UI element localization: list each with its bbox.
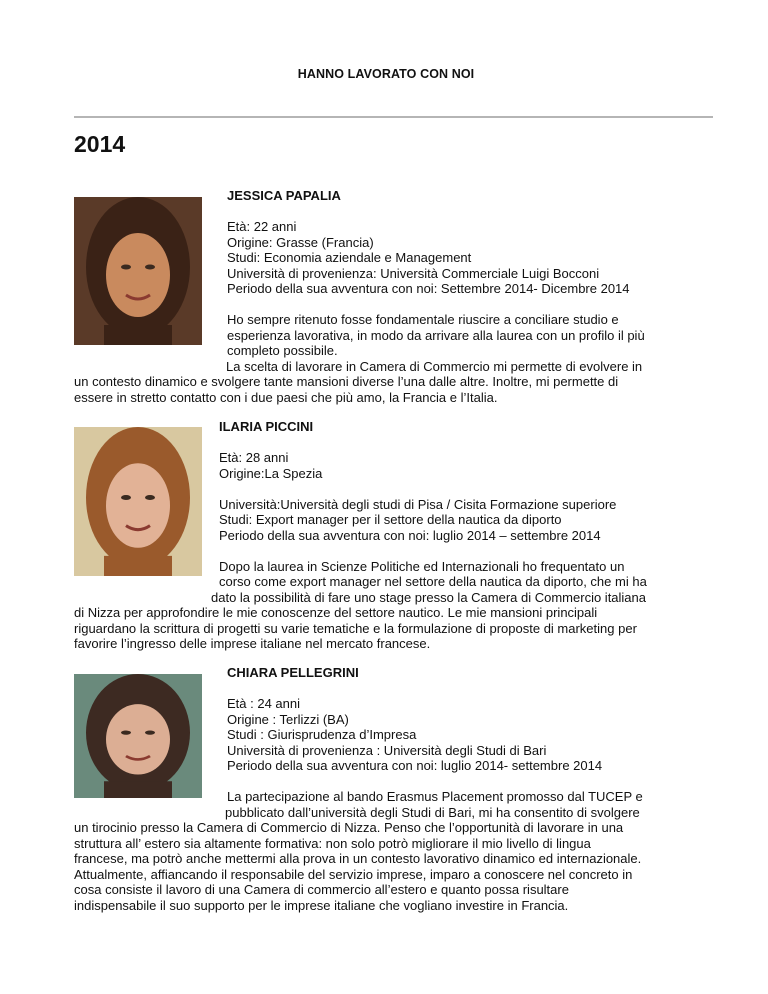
spacer (74, 681, 734, 697)
bio-line: struttura all’ estero sia altamente formativa: non solo potrò migliorare il mio livello di lingua (74, 835, 591, 851)
bio-line: completo possibile. (227, 343, 338, 358)
person-name: ILARIA PICCINI (219, 419, 314, 434)
bio-line: cosa consiste il lavoro di una Camera di commercio all’estero e quanto possa risultare (74, 882, 569, 897)
person-name: CHIARA PELLEGRINI (227, 665, 359, 680)
info-line: Studi: Export manager per il settore della nautica da diporto (219, 512, 562, 527)
bio-line: La scelta di lavorare in Camera di Commercio mi permette di evolvere in (226, 358, 643, 374)
info-line: Periodo della sua avventura con noi: Settembre 2014- Dicembre 2014 (227, 281, 630, 296)
person-entry (74, 665, 734, 913)
bio-line: un tirocinio presso la Camera di Commercio di Nizza. Penso che l’opportunità di lavorare in una (74, 820, 624, 835)
bio-line: Attualmente, affiancando il responsabile del servizio imprese, imparo a conoscere nel concreto in (74, 866, 633, 882)
bio-line: essere in stretto contatto con i due paesi che più amo, la Francia e l’Italia. (74, 389, 498, 405)
info-line: Origine: Grasse (Francia) (227, 234, 374, 250)
bio-line: pubblicato dall’università degli Studi di Bari, mi ha consentito di svolgere (225, 804, 640, 820)
spacer (74, 297, 734, 313)
spacer (74, 543, 734, 559)
bio-line: riguardano la scrittura di progetti su varie tematiche e la formulazione di proposte di marketing per (74, 620, 637, 636)
spacer (74, 435, 734, 451)
info-line: Origine : Terlizzi (BA) (227, 711, 349, 727)
person-name: JESSICA PAPALIA (227, 188, 341, 203)
bio-line: francese, ma potrò anche mettermi alla prova in un contesto lavorativo dinamico ed internazionale. (74, 851, 642, 866)
info-line: Periodo della sua avventura con noi: luglio 2014- settembre 2014 (227, 758, 603, 773)
bio-line: Dopo la laurea in Scienze Politiche ed Internazionali ho frequentato un (219, 558, 625, 574)
info-line: Origine:La Spezia (219, 465, 323, 481)
bio-line: Ho sempre ritenuto fosse fondamentale riuscire a conciliare studio e (227, 312, 619, 327)
info-line: Università di provenienza: Università Commerciale Luigi Bocconi (227, 265, 600, 281)
info-line: Periodo della sua avventura con noi: luglio 2014 – settembre 2014 (219, 527, 601, 543)
info-line: Età: 28 anni (219, 450, 289, 465)
year-heading: 2014 (74, 131, 126, 157)
spacer (74, 774, 734, 790)
bio-line: indispensabile il suo supporto per le imprese italiane che vogliano investire in Francia. (74, 897, 569, 913)
person-entry (74, 419, 734, 652)
bio-line: corso come export manager nel settore della nautica da diporto, che mi ha (219, 574, 647, 589)
bio-line: esperienza lavorativa, in modo da arrivare alla laurea con un profilo il più (227, 327, 645, 343)
spacer (74, 204, 734, 220)
spacer (74, 481, 734, 497)
bio-line: favorire l’ingresso delle imprese italiane nel mercato francese. (74, 636, 431, 651)
bio-line: dato la possibilità di fare uno stage presso la Camera di Commercio italiana (211, 589, 646, 605)
info-line: Età : 24 anni (227, 696, 300, 711)
bio-line: un contesto dinamico e svolgere tante mansioni diverse l’una dalle altre. Inoltre, mi permette di (74, 374, 619, 389)
bio-line: di Nizza per approfondire le mie conoscenze del settore nautico. Le mie mansioni principali (74, 605, 598, 620)
page-title: HANNO LAVORATO CON NOI (297, 67, 475, 81)
horizontal-rule (74, 116, 713, 118)
info-line: Studi: Economia aziendale e Management (227, 250, 472, 265)
info-line: Università di provenienza : Università degli Studi di Bari (227, 742, 547, 758)
info-line: Studi : Giurisprudenza d’Impresa (227, 727, 417, 742)
info-line: Università:Università degli studi di Pisa / Cisita Formazione superiore (219, 496, 617, 512)
person-entry (74, 188, 734, 405)
bio-line: La partecipazione al bando Erasmus Placement promosso dal TUCEP e (227, 789, 643, 804)
info-line: Età: 22 anni (227, 219, 297, 234)
